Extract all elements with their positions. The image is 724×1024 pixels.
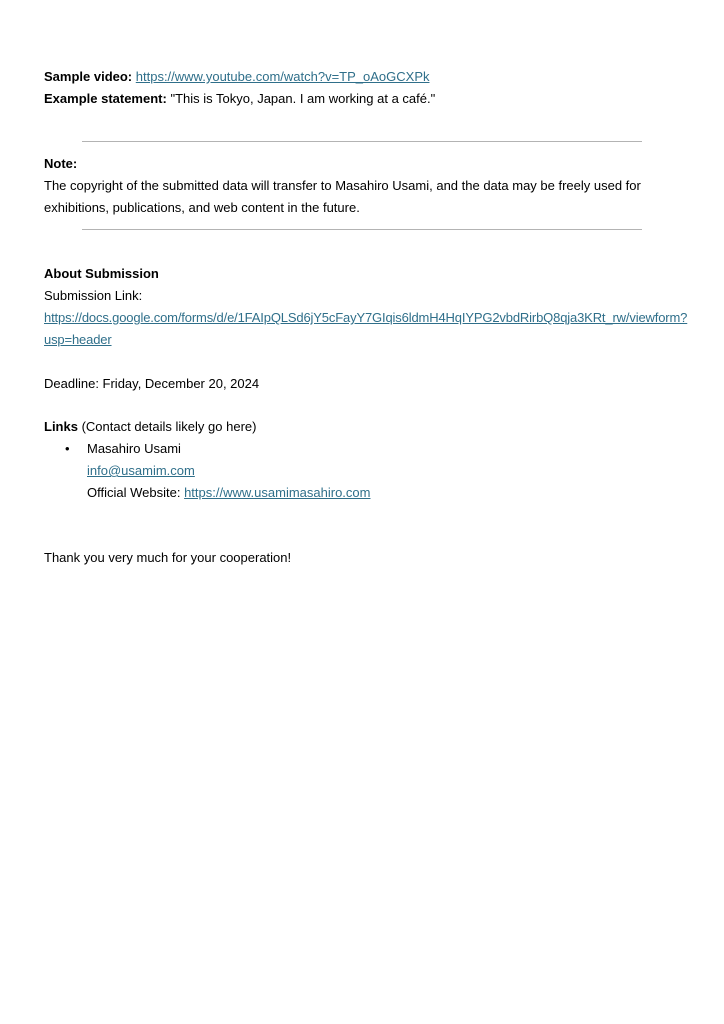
sample-video-label: Sample video: [44,69,133,84]
submission-heading: About Submission [44,266,159,281]
example-statement-line [44,88,692,110]
submission-link-label: Submission Link: [44,288,143,303]
divider-top [82,141,642,142]
contact-name: Masahiro Usami [87,441,181,456]
sample-video-line [44,66,692,88]
submission-link[interactable]: https://docs.google.com/forms/d/e/1FAIpQLSd6jY5cFayY7GIqis6ldmH4HqIYPG2vbdRirbQ8qja3KRt_rw/viewform?usp=header [44,310,688,347]
contact-website-link[interactable]: https://www.usamimasahiro.com [184,485,371,500]
submission-section [44,263,692,395]
links-section [44,416,692,504]
contact-list-item [44,438,692,504]
note-body: The copyright of the submitted data will transfer to Masahiro Usami, and the data may be freely used for exhibitions, publications, and web content in the future. [44,178,641,215]
contact-website-label: Official Website: [87,485,181,500]
links-heading: Links [44,419,78,434]
submission-link-line [44,307,692,351]
contact-website-line [87,482,692,504]
links-heading-note: (Contact details likely go here) [81,419,257,434]
note-heading-line [44,153,692,175]
note-section [44,153,692,219]
example-statement-label: Example statement: [44,91,167,106]
example-statement-text: "This is Tokyo, Japan. I am working at a café." [170,91,436,106]
divider-bottom [82,229,642,230]
links-heading-line [44,416,692,438]
deadline: Deadline: Friday, December 20, 2024 [44,376,260,391]
sample-section [44,66,692,110]
closing-section [44,547,692,569]
bullet-icon: • [65,441,70,456]
contact-email-line [87,460,692,482]
sample-video-link[interactable]: https://www.youtube.com/watch?v=TP_oAoGCXPk [135,69,430,84]
note-heading: Note: [44,156,78,171]
closing-text: Thank you very much for your cooperation! [44,550,292,565]
submission-heading-line [44,263,692,285]
contact-email-link[interactable]: info@usamim.com [87,463,195,478]
